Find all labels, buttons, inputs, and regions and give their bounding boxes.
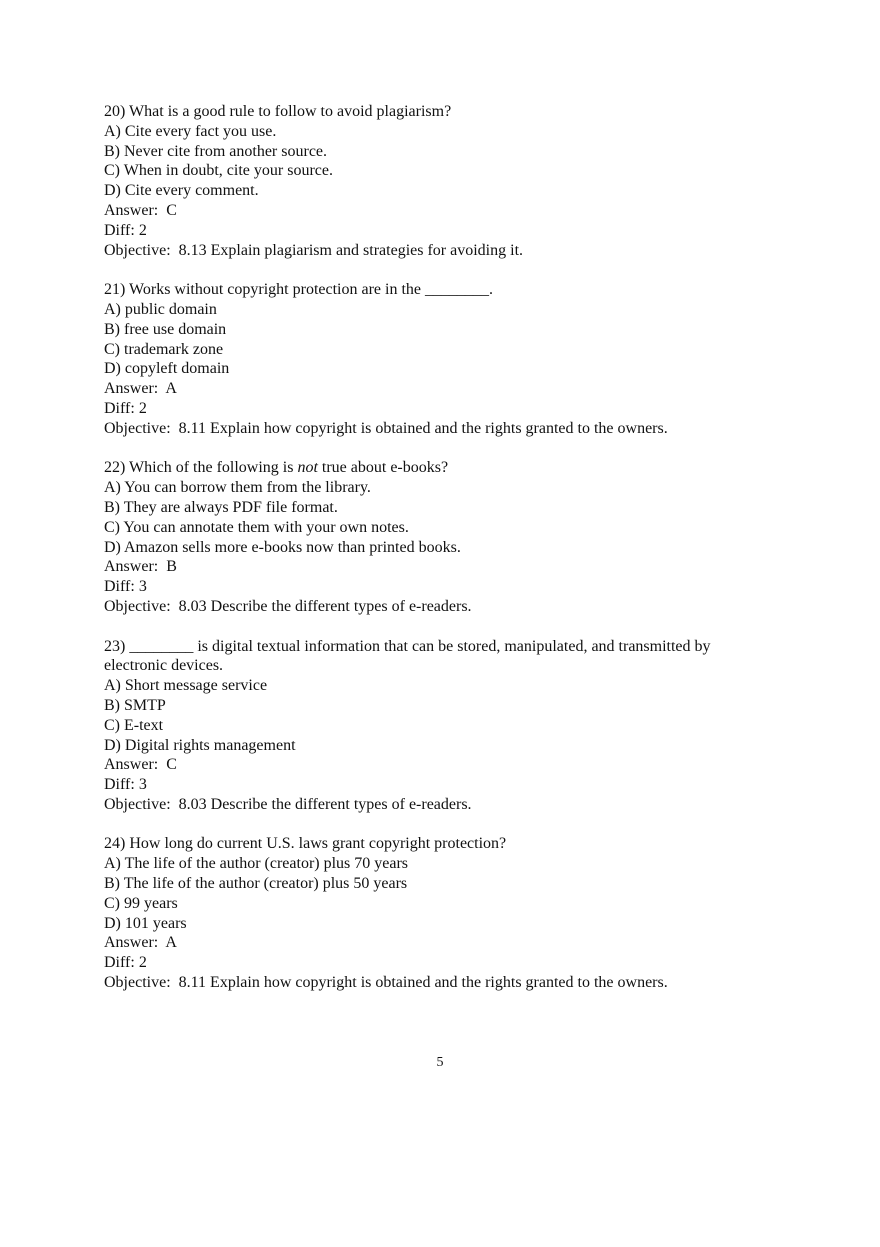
question-stem <box>104 458 784 478</box>
question-block-20 <box>104 102 784 260</box>
option-b: B) free use domain <box>104 320 227 338</box>
option-d: D) 101 years <box>104 914 187 932</box>
option-b: B) They are always PDF file format. <box>104 498 338 516</box>
option-a: A) Cite every fact you use. <box>104 122 277 140</box>
difficulty-line: Diff: 3 <box>104 578 147 596</box>
question-block-23 <box>104 637 784 815</box>
option-a: A) public domain <box>104 300 217 318</box>
option-a: A) The life of the author (creator) plus 70 years <box>104 855 409 873</box>
option-b: B) SMTP <box>104 696 166 714</box>
question-stem-emphasis: not <box>297 459 318 477</box>
answer-line: Answer: A <box>104 934 177 952</box>
option-a: A) Short message service <box>104 677 268 695</box>
option-d: D) copyleft domain <box>104 360 230 378</box>
option-c: C) When in doubt, cite your source. <box>104 162 333 180</box>
option-d: D) Cite every comment. <box>104 182 259 200</box>
option-b: B) Never cite from another source. <box>104 142 328 160</box>
objective-line: Objective: 8.03 Describe the different types of e-readers. <box>104 597 472 615</box>
option-c: C) trademark zone <box>104 340 224 358</box>
objective-line: Objective: 8.13 Explain plagiarism and strategies for avoiding it. <box>104 241 524 259</box>
question-block-21 <box>104 280 784 438</box>
option-c: C) You can annotate them with your own notes. <box>104 518 409 536</box>
question-stem-line-1: 23) ________ is digital textual information that can be stored, manipulated, and transmitted by <box>104 637 711 655</box>
answer-line: Answer: C <box>104 201 177 219</box>
question-list <box>104 102 784 993</box>
option-b: B) The life of the author (creator) plus 50 years <box>104 875 408 893</box>
question-stem-end: true about e-books? <box>317 459 449 477</box>
option-d: D) Digital rights management <box>104 736 296 754</box>
question-stem-start: 22) Which of the following is <box>104 459 298 477</box>
option-a: A) You can borrow them from the library. <box>104 479 371 497</box>
question-stem: 24) How long do current U.S. laws grant copyright protection? <box>104 835 507 853</box>
objective-line: Objective: 8.03 Describe the different types of e-readers. <box>104 795 472 813</box>
question-block-22 <box>104 458 784 616</box>
objective-line: Objective: 8.11 Explain how copyright is obtained and the rights granted to the owners. <box>104 419 668 437</box>
difficulty-line: Diff: 2 <box>104 954 147 972</box>
difficulty-line: Diff: 2 <box>104 399 147 417</box>
answer-line: Answer: C <box>104 756 177 774</box>
option-d: D) Amazon sells more e-books now than printed books. <box>104 538 461 556</box>
answer-line: Answer: A <box>104 380 177 398</box>
option-c: C) 99 years <box>104 894 178 912</box>
difficulty-line: Diff: 2 <box>104 221 147 239</box>
question-block-24 <box>104 834 784 992</box>
answer-line: Answer: B <box>104 558 177 576</box>
objective-line: Objective: 8.11 Explain how copyright is obtained and the rights granted to the owners. <box>104 974 668 992</box>
question-stem: 21) Works without copyright protection are in the ________. <box>104 281 494 299</box>
page-number: 5 <box>436 1055 444 1070</box>
question-stem-line-2: electronic devices. <box>104 657 224 675</box>
question-stem: 20) What is a good rule to follow to avoid plagiarism? <box>104 103 452 120</box>
option-c: C) E-text <box>104 716 164 734</box>
difficulty-line: Diff: 3 <box>104 776 147 794</box>
